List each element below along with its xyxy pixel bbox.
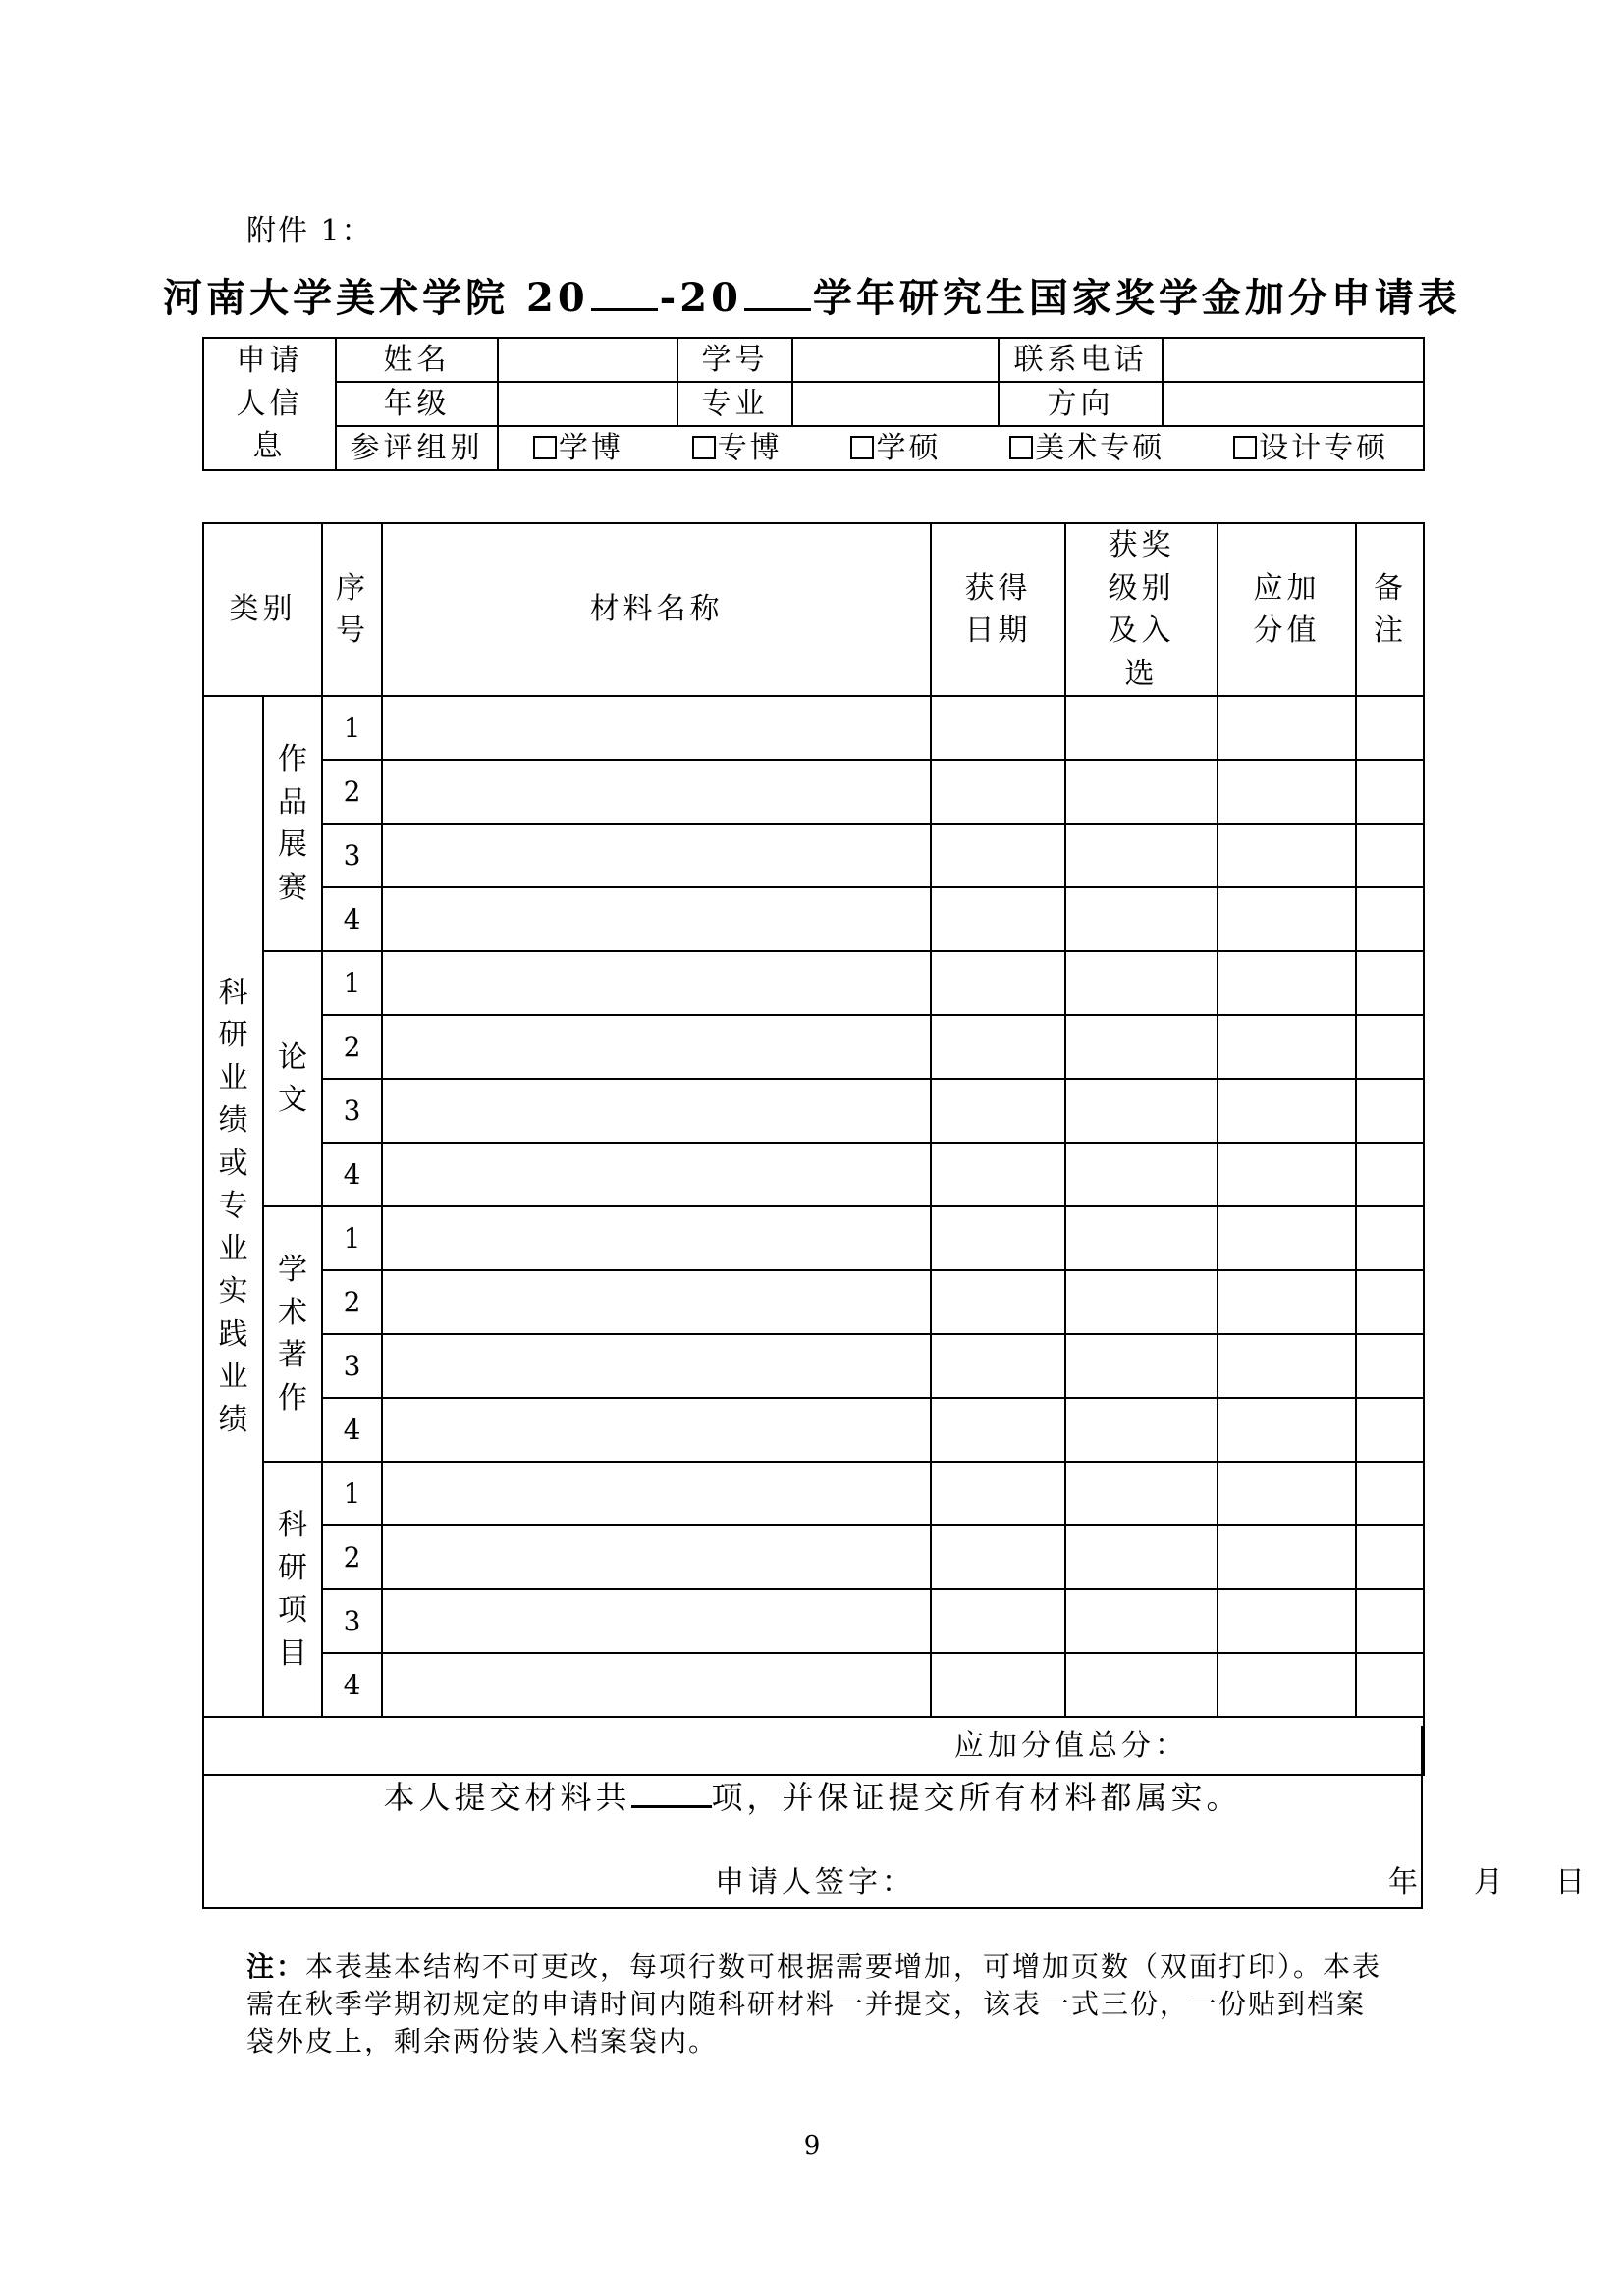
table-row bbox=[203, 1206, 1424, 1270]
table-row bbox=[203, 1398, 1424, 1462]
material-name-input[interactable] bbox=[382, 1206, 931, 1270]
score-input[interactable] bbox=[1218, 1334, 1356, 1398]
group-label: 参评组别 bbox=[336, 426, 498, 470]
header-score: 应加分值 bbox=[1218, 523, 1356, 696]
date-input[interactable] bbox=[931, 760, 1065, 824]
table-row bbox=[203, 1653, 1424, 1717]
score-input[interactable] bbox=[1218, 1015, 1356, 1079]
table-row bbox=[203, 951, 1424, 1015]
table-row bbox=[203, 1525, 1424, 1589]
main-category-cell: 科研业绩或专业实践业绩 bbox=[203, 696, 263, 1717]
grade-input[interactable] bbox=[498, 382, 677, 426]
row-number: 4 bbox=[322, 1653, 382, 1717]
remark-input[interactable] bbox=[1356, 824, 1424, 887]
score-input[interactable] bbox=[1218, 1206, 1356, 1270]
remark-input[interactable] bbox=[1356, 951, 1424, 1015]
pledge-statement: 本人提交材料共 项，并保证提交所有材料都属实。 bbox=[383, 1779, 1242, 1816]
award-level-input[interactable] bbox=[1065, 1270, 1218, 1334]
material-name-input[interactable] bbox=[382, 1589, 931, 1653]
material-name-input[interactable] bbox=[382, 1334, 931, 1398]
table-row bbox=[203, 824, 1424, 887]
row-number: 3 bbox=[322, 824, 382, 887]
row-number: 3 bbox=[322, 1589, 382, 1653]
row-number: 4 bbox=[322, 887, 382, 951]
score-input[interactable] bbox=[1218, 824, 1356, 887]
group-option-academic-phd[interactable]: 学博 bbox=[533, 428, 623, 469]
award-level-input[interactable] bbox=[1065, 1653, 1218, 1717]
award-level-input[interactable] bbox=[1065, 1206, 1218, 1270]
remark-input[interactable] bbox=[1356, 1462, 1424, 1525]
row-number: 4 bbox=[322, 1143, 382, 1206]
date-input[interactable] bbox=[931, 1334, 1065, 1398]
material-name-input[interactable] bbox=[382, 760, 931, 824]
material-name-input[interactable] bbox=[382, 951, 931, 1015]
date-input[interactable] bbox=[931, 887, 1065, 951]
checkbox-icon[interactable] bbox=[1233, 436, 1257, 459]
score-input[interactable] bbox=[1218, 696, 1356, 760]
row-number: 2 bbox=[322, 1270, 382, 1334]
student-id-input[interactable] bbox=[792, 338, 999, 382]
item-count-blank[interactable] bbox=[631, 1778, 712, 1808]
signature-label: 申请人签字： bbox=[715, 1865, 915, 1899]
date-input[interactable] bbox=[931, 1079, 1065, 1143]
score-input[interactable] bbox=[1218, 1653, 1356, 1717]
total-score-label: 应加分值总分： bbox=[954, 1728, 1188, 1763]
group-option-fine-arts-master[interactable]: 美术专硕 bbox=[1009, 428, 1164, 469]
group-category-cell: 科研项目 bbox=[263, 1462, 322, 1717]
score-input[interactable] bbox=[1218, 1525, 1356, 1589]
table-row bbox=[203, 1589, 1424, 1653]
table-row bbox=[203, 1270, 1424, 1334]
award-level-input[interactable] bbox=[1065, 951, 1218, 1015]
score-table-body bbox=[203, 696, 1424, 1717]
material-name-input[interactable] bbox=[382, 1462, 931, 1525]
month-label: 月 bbox=[1474, 1865, 1503, 1899]
row-number: 2 bbox=[322, 1525, 382, 1589]
checkbox-icon[interactable] bbox=[850, 436, 874, 459]
checkbox-icon[interactable] bbox=[1009, 436, 1033, 459]
remark-input[interactable] bbox=[1356, 696, 1424, 760]
row-number: 4 bbox=[322, 1398, 382, 1462]
row-number: 2 bbox=[322, 760, 382, 824]
score-input[interactable] bbox=[1218, 1462, 1356, 1525]
group-option-professional-phd[interactable]: 专博 bbox=[692, 428, 783, 469]
row-number: 2 bbox=[322, 1015, 382, 1079]
note-label: 注： bbox=[246, 1950, 306, 1983]
award-level-input[interactable] bbox=[1065, 1334, 1218, 1398]
award-level-input[interactable] bbox=[1065, 1079, 1218, 1143]
document-title bbox=[0, 267, 1624, 323]
score-input[interactable] bbox=[1218, 1143, 1356, 1206]
award-level-input[interactable] bbox=[1065, 1525, 1218, 1589]
applicant-info-table bbox=[202, 337, 1425, 471]
group-category-cell: 作品展赛 bbox=[263, 696, 322, 951]
header-material-name: 材料名称 bbox=[382, 523, 931, 696]
group-category-cell: 学术著作 bbox=[263, 1206, 322, 1462]
major-label: 专业 bbox=[677, 382, 792, 426]
remark-input[interactable] bbox=[1356, 1589, 1424, 1653]
footnote bbox=[246, 1949, 1385, 2060]
date-input[interactable] bbox=[931, 696, 1065, 760]
score-input[interactable] bbox=[1218, 760, 1356, 824]
material-name-input[interactable] bbox=[382, 1653, 931, 1717]
row-number: 1 bbox=[322, 1206, 382, 1270]
header-seq: 序号 bbox=[322, 523, 382, 696]
row-number: 3 bbox=[322, 1079, 382, 1143]
material-name-input[interactable] bbox=[382, 824, 931, 887]
table-row bbox=[203, 760, 1424, 824]
award-level-input[interactable] bbox=[1065, 1462, 1218, 1525]
checkbox-icon[interactable] bbox=[533, 436, 557, 459]
date-input[interactable] bbox=[931, 1462, 1065, 1525]
group-options bbox=[498, 426, 1424, 470]
year-blank-1[interactable] bbox=[591, 275, 658, 311]
remark-input[interactable] bbox=[1356, 1653, 1424, 1717]
day-label: 日 bbox=[1555, 1865, 1585, 1899]
award-level-input[interactable] bbox=[1065, 824, 1218, 887]
material-name-input[interactable] bbox=[382, 1270, 931, 1334]
header-category: 类别 bbox=[203, 523, 322, 696]
remark-input[interactable] bbox=[1356, 1143, 1424, 1206]
score-input[interactable] bbox=[1218, 1079, 1356, 1143]
date-input[interactable] bbox=[931, 1589, 1065, 1653]
header-remark: 备注 bbox=[1356, 523, 1424, 696]
phone-input[interactable] bbox=[1163, 338, 1424, 382]
score-input[interactable] bbox=[1218, 951, 1356, 1015]
row-number: 1 bbox=[322, 696, 382, 760]
applicant-info-section-label: 申请人信息 bbox=[203, 338, 336, 470]
group-option-design-master[interactable]: 设计专硕 bbox=[1233, 428, 1388, 469]
material-name-input[interactable] bbox=[382, 1143, 931, 1206]
award-level-input[interactable] bbox=[1065, 696, 1218, 760]
row-number: 3 bbox=[322, 1334, 382, 1398]
date-input[interactable] bbox=[931, 1143, 1065, 1206]
note-text: 本表基本结构不可更改，每项行数可根据需要增加，可增加页数（双面打印）。本表需在秋季学期初规定的申请时间内随科研材料一并提交，该表一式三份，一份贴到档案袋外皮上，剩余两份装入档案袋内。 bbox=[246, 1950, 1382, 2057]
remark-input[interactable] bbox=[1356, 760, 1424, 824]
score-input[interactable] bbox=[1218, 1270, 1356, 1334]
name-label: 姓名 bbox=[336, 338, 498, 382]
date-input[interactable] bbox=[931, 1653, 1065, 1717]
year-label: 年 bbox=[1388, 1865, 1418, 1899]
year-blank-2[interactable] bbox=[744, 275, 811, 311]
checkbox-icon[interactable] bbox=[692, 436, 716, 459]
date-input[interactable] bbox=[931, 824, 1065, 887]
page-number: 9 bbox=[803, 2131, 821, 2161]
score-input[interactable] bbox=[1218, 1589, 1356, 1653]
material-name-input[interactable] bbox=[382, 1015, 931, 1079]
score-input[interactable] bbox=[1218, 1398, 1356, 1462]
phone-label: 联系电话 bbox=[999, 338, 1163, 382]
award-level-input[interactable] bbox=[1065, 760, 1218, 824]
award-level-input[interactable] bbox=[1065, 887, 1218, 951]
award-level-input[interactable] bbox=[1065, 1589, 1218, 1653]
group-option-academic-master[interactable]: 学硕 bbox=[850, 428, 941, 469]
remark-input[interactable] bbox=[1356, 887, 1424, 951]
score-input[interactable] bbox=[1218, 887, 1356, 951]
award-level-input[interactable] bbox=[1065, 1398, 1218, 1462]
date-input[interactable] bbox=[931, 1206, 1065, 1270]
direction-input[interactable] bbox=[1163, 382, 1424, 426]
remark-input[interactable] bbox=[1356, 1334, 1424, 1398]
pledge-box bbox=[202, 1726, 1585, 1909]
material-name-input[interactable] bbox=[382, 1525, 931, 1589]
material-name-input[interactable] bbox=[382, 696, 931, 760]
material-name-input[interactable] bbox=[382, 887, 931, 951]
remark-input[interactable] bbox=[1356, 1398, 1424, 1462]
grade-label: 年级 bbox=[336, 382, 498, 426]
date-input[interactable] bbox=[931, 1398, 1065, 1462]
direction-label: 方向 bbox=[999, 382, 1163, 426]
table-row bbox=[203, 696, 1424, 760]
table-row bbox=[203, 1334, 1424, 1398]
row-number: 1 bbox=[322, 1462, 382, 1525]
remark-input[interactable] bbox=[1356, 1206, 1424, 1270]
attachment-label: 附件 1： bbox=[246, 214, 373, 248]
header-date: 获得日期 bbox=[931, 523, 1065, 696]
remark-input[interactable] bbox=[1356, 1015, 1424, 1079]
remark-input[interactable] bbox=[1356, 1270, 1424, 1334]
name-input[interactable] bbox=[498, 338, 677, 382]
table-row bbox=[203, 1079, 1424, 1143]
table-row bbox=[203, 1143, 1424, 1206]
student-id-label: 学号 bbox=[677, 338, 792, 382]
award-level-input[interactable] bbox=[1065, 1143, 1218, 1206]
title-part-2: -20 bbox=[659, 275, 742, 321]
title-part-1: 河南大学美术学院 20 bbox=[163, 275, 589, 321]
row-number: 1 bbox=[322, 951, 382, 1015]
title-part-3: 学年研究生国家奖学金加分申请表 bbox=[812, 275, 1461, 321]
material-name-input[interactable] bbox=[382, 1398, 931, 1462]
date-input[interactable] bbox=[931, 1015, 1065, 1079]
award-level-input[interactable] bbox=[1065, 1015, 1218, 1079]
table-row bbox=[203, 1462, 1424, 1525]
date-input[interactable] bbox=[931, 951, 1065, 1015]
date-input[interactable] bbox=[931, 1270, 1065, 1334]
header-award-level: 获奖级别及入选 bbox=[1065, 523, 1218, 696]
material-name-input[interactable] bbox=[382, 1079, 931, 1143]
score-table bbox=[202, 522, 1425, 1776]
table-row bbox=[203, 887, 1424, 951]
major-input[interactable] bbox=[792, 382, 999, 426]
table-row bbox=[203, 1015, 1424, 1079]
remark-input[interactable] bbox=[1356, 1525, 1424, 1589]
group-category-cell: 论文 bbox=[263, 951, 322, 1206]
date-input[interactable] bbox=[931, 1525, 1065, 1589]
remark-input[interactable] bbox=[1356, 1079, 1424, 1143]
